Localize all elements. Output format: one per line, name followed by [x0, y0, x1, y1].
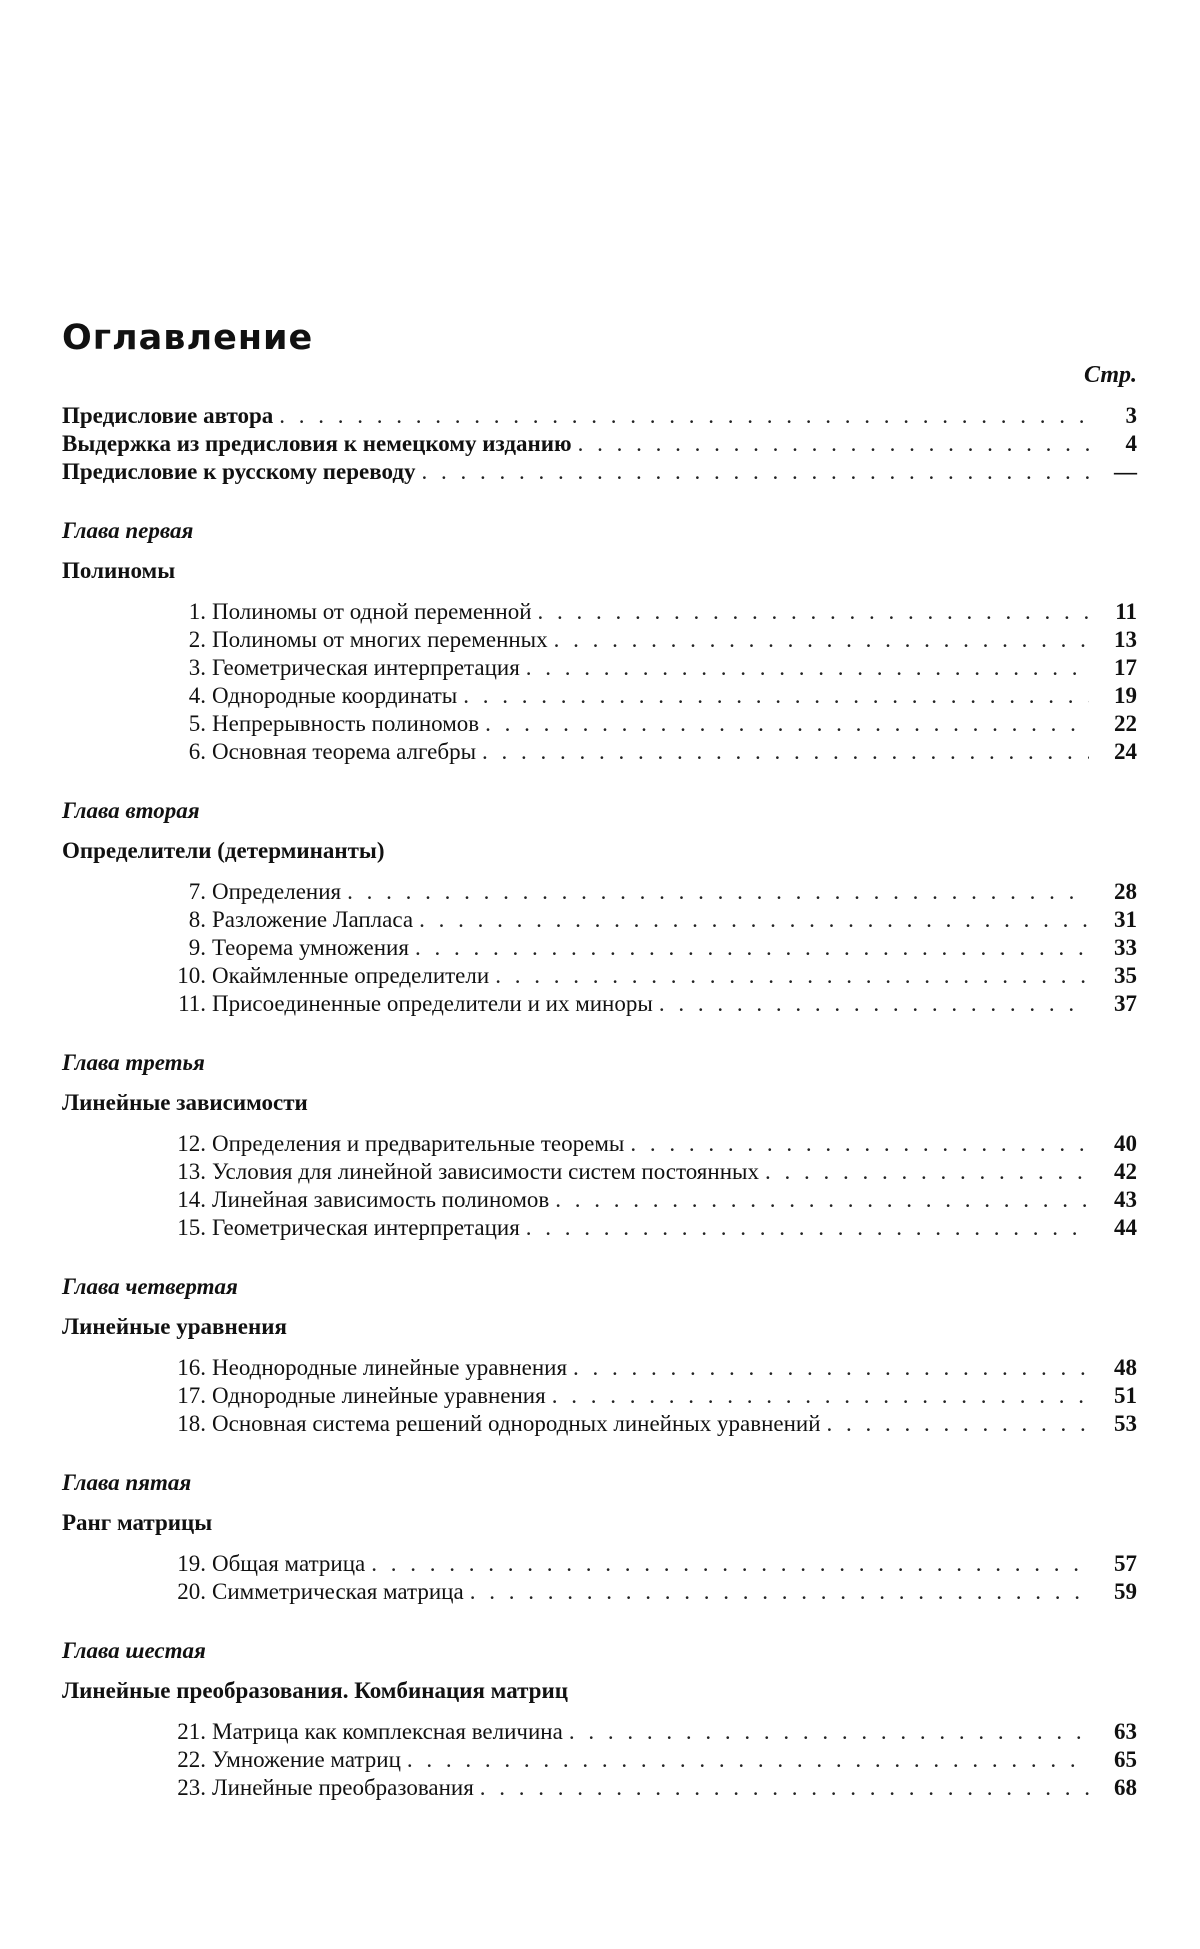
section-title: Непрерывность полиномов [212, 711, 479, 736]
section-title: Матрица как комплексная величина [212, 1719, 563, 1744]
section-page: 44 [1095, 1214, 1137, 1242]
section-number: 6. [166, 738, 206, 766]
toc-body [62, 402, 1137, 1802]
dot-leader [480, 1774, 1089, 1802]
section-page: 13 [1095, 626, 1137, 654]
toc-section-21[interactable] [62, 1718, 1137, 1746]
section-page: 35 [1095, 962, 1137, 990]
toc-section-7[interactable] [62, 878, 1137, 906]
section-number: 10. [166, 962, 206, 990]
dot-leader [463, 682, 1089, 710]
section-number: 11. [166, 990, 206, 1018]
section-title: Полиномы от многих переменных [212, 627, 548, 652]
section-page: 68 [1095, 1774, 1137, 1802]
dot-leader [526, 1214, 1089, 1242]
toc-entry-title: Выдержка из предисловия к немецкому изданию [62, 430, 572, 458]
dot-leader [630, 1130, 1089, 1158]
toc-section-10[interactable] [62, 962, 1137, 990]
toc-entry-german-preface[interactable] [62, 430, 1137, 458]
dot-leader [347, 878, 1089, 906]
dot-leader [569, 1718, 1089, 1746]
section-number: 17. [166, 1382, 206, 1410]
toc-section-11[interactable] [62, 990, 1137, 1018]
section-number: 3. [166, 654, 206, 682]
toc-title: Оглавление [62, 318, 313, 358]
dot-leader [421, 458, 1089, 486]
dot-leader [552, 1382, 1089, 1410]
section-page: 24 [1095, 738, 1137, 766]
section-page: 63 [1095, 1718, 1137, 1746]
section-number: 9. [166, 934, 206, 962]
section-number: 22. [166, 1746, 206, 1774]
chapter-6-label: Глава шестая [62, 1636, 1137, 1666]
section-title: Неоднородные линейные уравнения [212, 1355, 567, 1380]
section-number: 21. [166, 1718, 206, 1746]
toc-section-23[interactable] [62, 1774, 1137, 1802]
toc-section-4[interactable] [62, 682, 1137, 710]
toc-entry-title: Предисловие к русскому переводу [62, 458, 415, 486]
toc-section-19[interactable] [62, 1550, 1137, 1578]
section-title: Однородные линейные уравнения [212, 1383, 546, 1408]
section-number: 2. [166, 626, 206, 654]
chapter-2-label: Глава вторая [62, 796, 1137, 826]
dot-leader [538, 598, 1089, 626]
chapter-1-label: Глава первая [62, 516, 1137, 546]
toc-section-6[interactable] [62, 738, 1137, 766]
chapter-5-title[interactable]: Ранг матрицы [62, 1508, 1137, 1538]
section-page: 37 [1095, 990, 1137, 1018]
section-title: Полиномы от одной переменной [212, 599, 532, 624]
section-page: 51 [1095, 1382, 1137, 1410]
dot-leader [578, 430, 1089, 458]
section-title: Основная система решений однородных линейных уравнений [212, 1411, 821, 1436]
chapter-3-title[interactable]: Линейные зависимости [62, 1088, 1137, 1118]
section-page: 40 [1095, 1130, 1137, 1158]
chapter-2-title[interactable]: Определители (детерминанты) [62, 836, 1137, 866]
section-number: 13. [166, 1158, 206, 1186]
toc-section-12[interactable] [62, 1130, 1137, 1158]
section-title: Определения и предварительные теоремы [212, 1131, 624, 1156]
section-title: Общая матрица [212, 1551, 365, 1576]
chapter-6-title[interactable]: Линейные преобразования. Комбинация матриц [62, 1676, 1137, 1706]
section-page: 65 [1095, 1746, 1137, 1774]
section-number: 18. [166, 1410, 206, 1438]
section-page: 48 [1095, 1354, 1137, 1382]
dot-leader [279, 402, 1089, 430]
section-page: 43 [1095, 1186, 1137, 1214]
toc-section-9[interactable] [62, 934, 1137, 962]
toc-entry-title: Предисловие автора [62, 402, 273, 430]
toc-section-3[interactable] [62, 654, 1137, 682]
section-title: Разложение Лапласа [212, 907, 413, 932]
toc-section-2[interactable] [62, 626, 1137, 654]
page-column-label: Стр. [1084, 362, 1137, 389]
toc-section-8[interactable] [62, 906, 1137, 934]
toc-section-15[interactable] [62, 1214, 1137, 1242]
dot-leader [554, 626, 1089, 654]
section-title: Линейная зависимость полиномов [212, 1187, 549, 1212]
section-page: 53 [1095, 1410, 1137, 1438]
dot-leader [419, 906, 1089, 934]
section-page: 28 [1095, 878, 1137, 906]
section-page: 42 [1095, 1158, 1137, 1186]
dot-leader [415, 934, 1089, 962]
toc-entry-page: 3 [1095, 402, 1137, 430]
chapter-3-label: Глава третья [62, 1048, 1137, 1078]
section-title: Геометрическая интерпретация [212, 1215, 520, 1240]
section-number: 20. [166, 1578, 206, 1606]
section-number: 4. [166, 682, 206, 710]
section-title: Линейные преобразования [212, 1775, 474, 1800]
toc-section-13[interactable] [62, 1158, 1137, 1186]
section-title: Основная теорема алгебры [212, 739, 476, 764]
dot-leader [470, 1578, 1089, 1606]
section-number: 14. [166, 1186, 206, 1214]
toc-section-22[interactable] [62, 1746, 1137, 1774]
toc-section-5[interactable] [62, 710, 1137, 738]
section-title: Однородные координаты [212, 683, 457, 708]
chapter-4-title[interactable]: Линейные уравнения [62, 1312, 1137, 1342]
section-number: 16. [166, 1354, 206, 1382]
section-number: 5. [166, 710, 206, 738]
toc-section-1[interactable] [62, 598, 1137, 626]
dot-leader [485, 710, 1089, 738]
section-title: Умножение матриц [212, 1747, 401, 1772]
section-page: 59 [1095, 1578, 1137, 1606]
dot-leader [495, 962, 1089, 990]
toc-entry-page: — [1095, 458, 1137, 486]
section-number: 1. [166, 598, 206, 626]
section-title: Симметрическая матрица [212, 1579, 464, 1604]
dot-leader [765, 1158, 1089, 1186]
document-page [0, 0, 1200, 1949]
section-title: Геометрическая интерпретация [212, 655, 520, 680]
section-page: 17 [1095, 654, 1137, 682]
toc-entry-page: 4 [1095, 430, 1137, 458]
dot-leader [371, 1550, 1089, 1578]
section-title: Окаймленные определители [212, 963, 489, 988]
section-number: 19. [166, 1550, 206, 1578]
section-title: Определения [212, 879, 341, 904]
section-number: 8. [166, 906, 206, 934]
chapter-5-label: Глава пятая [62, 1468, 1137, 1498]
toc-section-17[interactable] [62, 1382, 1137, 1410]
section-title: Присоединенные определители и их миноры [212, 991, 653, 1016]
toc-section-18[interactable] [62, 1410, 1137, 1438]
section-number: 23. [166, 1774, 206, 1802]
toc-entry-russian-preface[interactable] [62, 458, 1137, 486]
chapter-4-label: Глава четвертая [62, 1272, 1137, 1302]
dot-leader [573, 1354, 1089, 1382]
section-page: 11 [1095, 598, 1137, 626]
section-page: 31 [1095, 906, 1137, 934]
section-number: 7. [166, 878, 206, 906]
dot-leader [659, 990, 1089, 1018]
dot-leader [526, 654, 1089, 682]
toc-section-14[interactable] [62, 1186, 1137, 1214]
section-page: 57 [1095, 1550, 1137, 1578]
toc-section-20[interactable] [62, 1578, 1137, 1606]
dot-leader [482, 738, 1089, 766]
toc-section-16[interactable] [62, 1354, 1137, 1382]
section-number: 12. [166, 1130, 206, 1158]
dot-leader [555, 1186, 1089, 1214]
section-title: Теорема умножения [212, 935, 409, 960]
section-page: 22 [1095, 710, 1137, 738]
chapter-1-title[interactable]: Полиномы [62, 556, 1137, 586]
dot-leader [827, 1410, 1089, 1438]
section-page: 19 [1095, 682, 1137, 710]
toc-entry-author-preface[interactable] [62, 402, 1137, 430]
section-number: 15. [166, 1214, 206, 1242]
dot-leader [407, 1746, 1089, 1774]
section-title: Условия для линейной зависимости систем постоянных [212, 1159, 759, 1184]
section-page: 33 [1095, 934, 1137, 962]
